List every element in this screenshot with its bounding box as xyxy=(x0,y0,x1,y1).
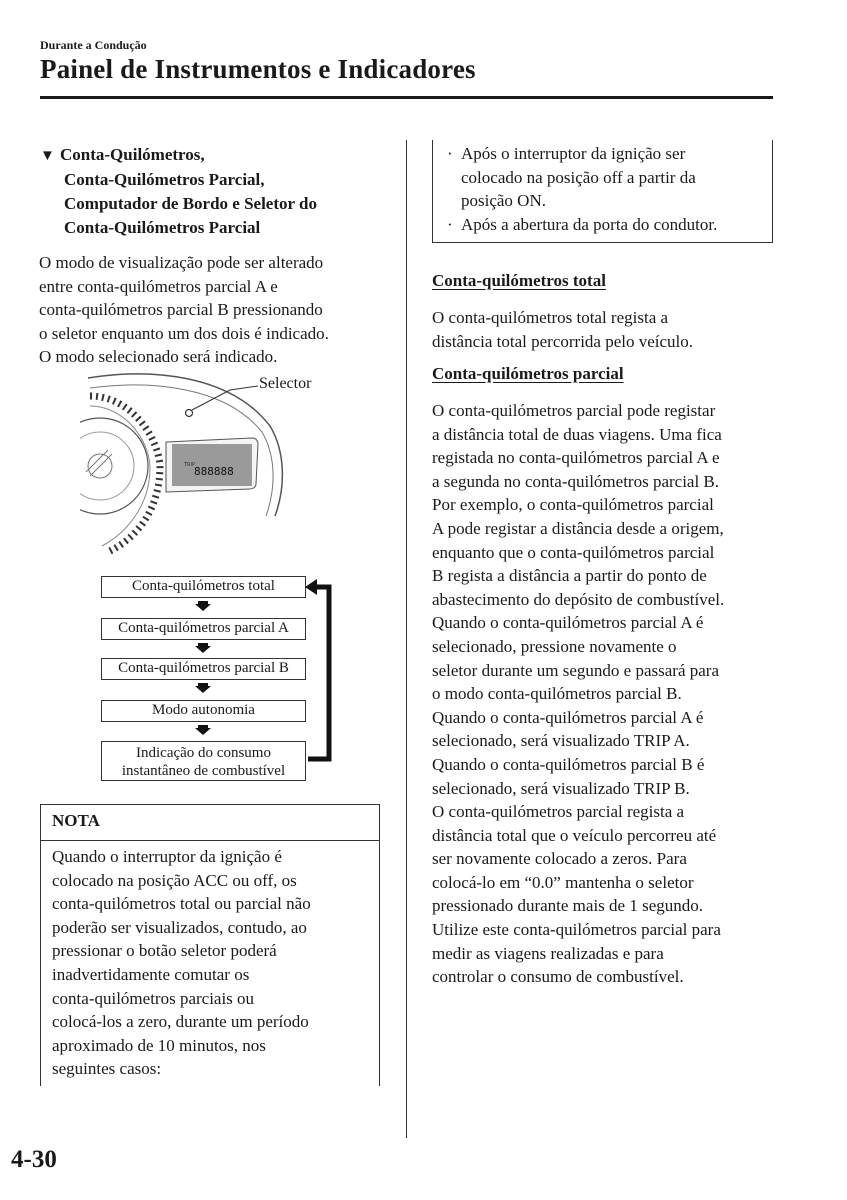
note-line: seguintes casos: xyxy=(52,1059,162,1079)
note-line: conta-quilómetros total ou parcial não xyxy=(52,894,311,914)
page-number: 4-30 xyxy=(11,1146,57,1173)
odometer-heading: Conta-quilómetros total xyxy=(432,271,606,290)
display-trip-label: TRIP xyxy=(184,462,196,468)
paragraph-line: o seletor enquanto um dos dois é indicado. xyxy=(39,323,329,343)
note-line: colocá-los a zero, durante um período xyxy=(52,1012,309,1032)
note-bullet xyxy=(447,213,767,237)
arrow-down-icon xyxy=(195,725,211,735)
bullet-line: posição ON. xyxy=(461,191,546,211)
triangle-bullet-icon: ▼ xyxy=(40,148,55,164)
note-line: conta-quilómetros parciais ou xyxy=(52,988,255,1008)
paragraph-line: selecionado, pressione novamente o xyxy=(432,636,677,656)
paragraph-line: entre conta-quilómetros parcial A e xyxy=(39,276,278,296)
paragraph-line: A pode registar a distância desde a origem, xyxy=(432,518,724,538)
subheading-line: Conta-Quilómetros Parcial xyxy=(64,218,261,237)
paragraph-line: conta-quilómetros parcial B pressionando xyxy=(39,300,323,320)
flow-box-total xyxy=(101,576,306,598)
bullet-dot-icon: · xyxy=(447,144,453,163)
paragraph-line: distância total que o veículo percorreu até xyxy=(432,825,717,845)
note-title: NOTA xyxy=(52,811,100,830)
paragraph-line: distância total percorrida pelo veículo. xyxy=(432,331,694,351)
flow-label: Conta-quilómetros parcial B xyxy=(118,660,289,676)
paragraph-line: B regista a distância a partir do ponto de xyxy=(432,566,707,586)
page-title: Painel de Instrumentos e Indicadores xyxy=(40,54,476,84)
flow-box-range xyxy=(101,700,306,722)
paragraph-line: seletor durante um segundo e passará para xyxy=(432,660,719,680)
subheading-line: Conta-Quilómetros, xyxy=(60,145,205,164)
arrow-down-icon xyxy=(195,643,211,653)
paragraph-line: a distância total de duas viagens. Uma fica xyxy=(432,424,722,444)
return-loop-arrow-icon xyxy=(304,576,334,768)
note-line: Quando o interruptor da ignição é xyxy=(52,847,282,866)
flow-label: Indicação do consumo xyxy=(136,745,271,761)
paragraph-line: Quando o conta-quilómetros parcial A é xyxy=(432,707,704,727)
bullet-line: Após a abertura da porta do condutor. xyxy=(461,215,718,234)
arrow-down-icon xyxy=(195,683,211,693)
title-divider xyxy=(40,96,773,99)
paragraph-line: O modo de visualização pode ser alterado xyxy=(39,253,324,272)
subheading-line: Computador de Bordo e Seletor do xyxy=(64,194,317,213)
flow-box-trip-b xyxy=(101,658,306,680)
note-line: colocado na posição ACC ou off, os xyxy=(52,870,297,890)
bullet-line: colocado na posição off a partir da xyxy=(461,167,696,187)
paragraph-line: abastecimento do depósito de combustível. xyxy=(432,589,725,609)
note-line: aproximado de 10 minutos, nos xyxy=(52,1035,266,1055)
paragraph-line: selecionado, será visualizado TRIP B. xyxy=(432,778,690,798)
trip-meter-paragraph xyxy=(432,399,777,989)
paragraph-line: Utilize este conta-quilómetros parcial para xyxy=(432,920,721,940)
bullet-line: Após o interruptor da ignição ser xyxy=(461,144,686,163)
paragraph-line: O conta-quilómetros total regista a xyxy=(432,308,669,327)
paragraph-line: o modo conta-quilómetros parcial B. xyxy=(432,684,682,704)
paragraph-line: Quando o conta-quilómetros parcial B é xyxy=(432,754,705,774)
paragraph-line: O modo selecionado será indicado. xyxy=(39,347,278,367)
flow-box-consumption xyxy=(101,741,306,781)
paragraph-line: controlar o consumo de combustível. xyxy=(432,967,684,987)
subsection-heading xyxy=(40,143,317,240)
column-divider xyxy=(406,140,407,1138)
flow-label: Conta-quilómetros parcial A xyxy=(118,620,289,636)
note-line: inadvertidamente comutar os xyxy=(52,964,250,984)
paragraph-line: pressionado durante mais de 1 segundo. xyxy=(432,896,703,916)
odometer-paragraph xyxy=(432,306,777,353)
flow-label: Modo autonomia xyxy=(152,702,255,718)
section-label: Durante a Condução xyxy=(40,38,147,52)
paragraph-line: a segunda no conta-quilómetros parcial B. xyxy=(432,471,720,491)
paragraph-line: O conta-quilómetros parcial pode registar xyxy=(432,401,716,420)
paragraph-line: O conta-quilómetros parcial regista a xyxy=(432,802,685,822)
trip-meter-heading: Conta-quilómetros parcial xyxy=(432,364,624,383)
paragraph-line: Quando o conta-quilómetros parcial A é xyxy=(432,613,704,633)
flow-label: Conta-quilómetros total xyxy=(132,578,275,594)
instrument-cluster-illustration xyxy=(80,366,310,556)
paragraph-line: selecionado, será visualizado TRIP A. xyxy=(432,731,690,751)
bullet-dot-icon: · xyxy=(447,215,453,234)
selector-knob-icon xyxy=(186,410,193,417)
selector-label: Selector xyxy=(259,375,312,392)
paragraph-line: medir as viagens realizadas e para xyxy=(432,943,664,963)
intro-paragraph xyxy=(39,251,379,369)
paragraph-line: registada no conta-quilómetros parcial A e xyxy=(432,448,720,468)
note-line: pressionar o botão seletor poderá xyxy=(52,941,277,961)
paragraph-line: ser novamente colocado a zeros. Para xyxy=(432,849,687,869)
flow-label: instantâneo de combustível xyxy=(121,763,286,779)
note-text xyxy=(52,845,372,1081)
paragraph-line: enquanto que o conta-quilómetros parcial xyxy=(432,542,715,562)
arrow-down-icon xyxy=(195,601,211,611)
flow-box-trip-a xyxy=(101,618,306,640)
subheading-line: Conta-Quilómetros Parcial, xyxy=(64,170,265,189)
note-line: poderão ser visualizados, contudo, ao xyxy=(52,917,307,937)
paragraph-line: Por exemplo, o conta-quilómetros parcial xyxy=(432,495,714,515)
display-digits: 888888 xyxy=(194,465,234,478)
paragraph-line: colocá-lo em “0.0” mantenha o seletor xyxy=(432,872,694,892)
note-bullet xyxy=(447,142,767,213)
